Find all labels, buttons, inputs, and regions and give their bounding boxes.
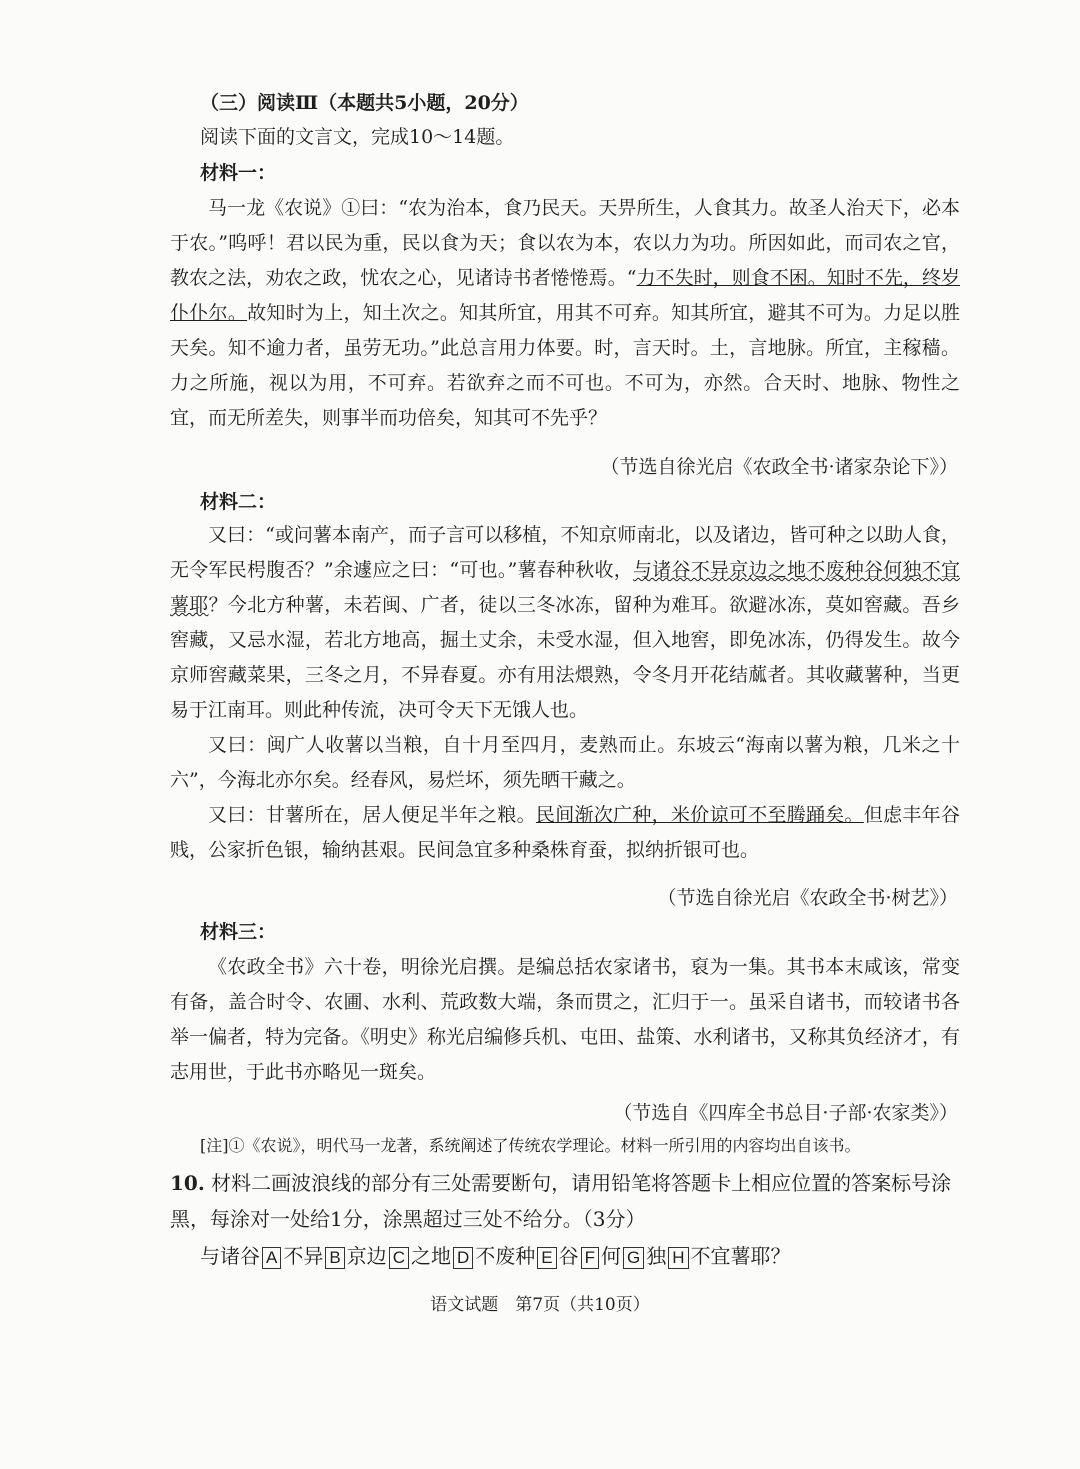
m1-text-post: 故知时为上，知土次之。知其所宜，用其不可弃。知其所宜，避其不可为。力足以胜天矣。知不逾力者，虽劳无功。”此总言用力体要。时，言天时。土，言地脉。所宜，主稼穑。力之所施，视以为用，不可弃。若欲弃之而不可也。不可为，亦然。合天时、地脉、物性之宜，而无所差失，则事半而功倍矣，知其可不先乎？	[170, 302, 960, 429]
material-3-label: 材料三：	[200, 921, 277, 943]
segment-text: 谷	[558, 1244, 579, 1268]
material-1-source: （节选自徐光启《农政全书·诸家杂论下》）	[600, 456, 958, 478]
segment-text: 之地	[410, 1244, 451, 1268]
material-3-source: （节选自《四库全书总目·子部·农家类》）	[613, 1102, 958, 1124]
footnote: [注]①《农说》，明代马一龙著，系统阐述了传统农学理论。材料一所引用的内容均出自该书。	[200, 1136, 861, 1155]
answer-options	[200, 1240, 791, 1269]
instruction: 阅读下面的文言文，完成10～14题。	[200, 126, 515, 148]
option-box-e[interactable]: E	[537, 1247, 556, 1269]
question-number: 10.	[170, 1171, 205, 1195]
m1-text-pre: 马一龙《农说》①曰：“农为治本，食乃民天。天畀所生，人食其力。故圣人治天下，必本于农。”呜呼！君以民为重，民以食为天；食以农为本，农以力为功。所因如此，而司农之官，教农之法，劝农之政，忧农之心，见诸诗书者惓惓焉。“	[170, 197, 960, 289]
material-1-text	[170, 191, 960, 436]
m2-p3-post: 但虑丰年谷贱，公家折色银，输纳甚艰。民间急宜多种桑株育蚕，拟纳折银可也。	[170, 804, 960, 861]
segment-text: 京边	[346, 1244, 387, 1268]
segment-text: 与诸谷	[200, 1244, 260, 1268]
segment-text: 何	[600, 1244, 621, 1268]
m2-p1-post: ？今北方种薯，未若闽、广者，徒以三冬冰冻，留种为难耳。欲避冰冻，莫如窖藏。吾乡窖藏，又忌水湿，若北方地高，掘土丈余，未受水湿，但入地窖，即免冰冻，仍得发生。故今京师窖藏菜果，三冬之月，不异春夏。亦有用法煨熟，令冬月开花结蓏者。其收藏薯种，当更易于江南耳。则此种传流，决可令天下无饿人也。	[170, 594, 960, 721]
option-box-h[interactable]: H	[668, 1247, 688, 1269]
segment-text: 独	[646, 1244, 667, 1268]
material-2-text	[170, 518, 960, 868]
option-box-g[interactable]: G	[623, 1247, 644, 1269]
m3-paragraph-1: 《农政全书》六十卷，明徐光启撰。是编总括农家诸书，裒为一集。其书本末咸该，常变有备，盖合时令、农圃、水利、荒政数大端，条而贯之，汇归于一。虽采自诸书，而较诸书各举一偏者，特为完备。《明史》称光启编修兵机、屯田、盐策、水利诸书，又称其负经济才，有志用世，于此书亦略见一斑矣。	[170, 956, 960, 1083]
m2-underlined-sentence: 民间渐次广种，米价谅可不至腾踊矣。	[535, 804, 864, 826]
segment-text: 不宜薯耶？	[690, 1244, 791, 1268]
material-2-source: （节选自徐光启《农政全书·树艺》）	[657, 887, 958, 909]
option-box-d[interactable]: D	[453, 1247, 473, 1269]
section-title: （三）阅读Ⅲ（本题共5小题，20分）	[200, 92, 529, 114]
page-footer: 语文试题 第7页（共10页）	[430, 1295, 650, 1315]
option-box-b[interactable]: B	[325, 1247, 344, 1269]
m2-p3-pre: 又曰：甘薯所在，居人便足半年之粮。	[208, 804, 536, 826]
material-1-label: 材料一：	[200, 162, 277, 184]
question-10	[170, 1165, 965, 1237]
m2-paragraph-2: 又曰：闽广人收薯以当粮，自十月至四月，麦熟而止。东坡云“海南以薯为粮，几米之十六”，今海北亦尔矣。经春风，易烂坏，须先晒干藏之。	[170, 734, 960, 791]
option-box-a[interactable]: A	[262, 1247, 281, 1269]
m2-wavy-sentence: 与诸谷不异京边之地不废种谷何独不宜薯耶	[170, 559, 960, 616]
m2-p1-pre: 又曰：“或问薯本南产，而子言可以移植，不知京师南北，以及诸边，皆可种之以助人食，无令军民枵腹否？”余遽应之曰：“可也。”薯春种秋收，	[170, 524, 960, 581]
segment-text: 不废种	[475, 1244, 536, 1268]
option-box-c[interactable]: C	[389, 1247, 409, 1269]
material-3-text	[170, 950, 960, 1090]
material-2-label: 材料二：	[200, 491, 277, 513]
question-text: 材料二画波浪线的部分有三处需要断句，请用铅笔将答题卡上相应位置的答案标号涂黑，每涂对一处给1分，涂黑超过三处不给分。（3分）	[170, 1171, 952, 1231]
option-box-f[interactable]: F	[581, 1247, 599, 1269]
segment-text: 不异	[283, 1244, 324, 1268]
m1-underlined-sentence: 力不失时，则食不困。知时不先，终岁仆仆尔。	[170, 267, 960, 324]
